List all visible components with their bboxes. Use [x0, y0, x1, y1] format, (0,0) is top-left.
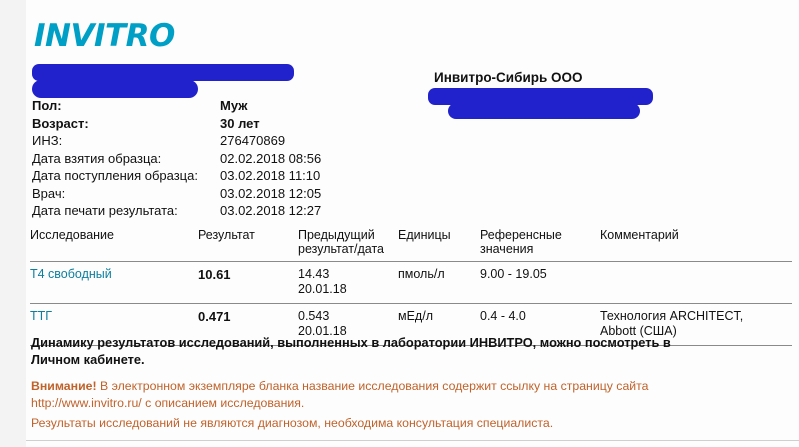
redaction-bar-patient-name: [32, 64, 294, 81]
column-header-previous-line2: результат/дата: [298, 242, 384, 257]
report-content: [26, 0, 799, 447]
column-header-analyte: Исследование: [30, 228, 114, 242]
info-label-doctor: Врач:: [32, 185, 66, 201]
column-header-units: Единицы: [398, 228, 451, 242]
attention-label: Внимание!: [31, 379, 97, 393]
row-reference-t4: 9.00 - 19.05: [480, 266, 547, 281]
row-analyte-ttg[interactable]: ТТГ: [30, 308, 53, 323]
row-previous-t4: [298, 267, 398, 297]
info-value-sex: Муж: [220, 98, 248, 113]
attention-text: В электронном экземпляре бланка название исследования содержит ссылку на страницу сайта: [96, 379, 649, 393]
column-header-previous-line1: Предыдущий: [298, 228, 375, 242]
info-row-sample-taken: [32, 151, 432, 169]
attention-note-line2: http://www.invitro.ru/ с описанием исследования.: [31, 395, 305, 410]
page-left-margin: [0, 0, 26, 447]
row-comment-ttg-line1: Технология ARCHITECT,: [600, 308, 744, 323]
invitro-logo: INVITRO: [34, 18, 175, 54]
row-previous-value-ttg: 0.543: [298, 308, 330, 323]
info-row-inz: [32, 133, 432, 151]
column-header-reference-line1: Референсные: [480, 228, 562, 242]
row-units-ttg: мЕд/л: [398, 308, 433, 323]
info-value-sample-taken: 02.02.2018 08:56: [220, 150, 322, 166]
row-analyte-t4[interactable]: Т4 свободный: [30, 266, 112, 281]
dynamics-note-line1: Динамику результатов исследований, выполненных в лаборатории ИНВИТРО, можно посмотреть в: [31, 335, 671, 350]
column-header-previous: [298, 228, 398, 257]
row-previous-date-t4: 20.01.18: [298, 281, 347, 296]
info-row-doctor: [32, 186, 432, 204]
attention-note: [31, 378, 776, 412]
info-label-print-date: Дата печати результата:: [32, 203, 178, 218]
page-bottom-divider: [26, 440, 799, 441]
row-units-t4: пмоль/л: [398, 266, 445, 281]
redaction-bar-org-address-2: [448, 103, 640, 119]
info-value-print-date: 03.02.2018 12:27: [220, 203, 322, 218]
info-row-print-date: [32, 203, 432, 221]
row-reference-ttg: 0.4 - 4.0: [480, 308, 526, 323]
info-value-age: 30 лет: [220, 115, 260, 131]
patient-info-block: [32, 98, 432, 221]
disclaimer-note: Результаты исследований не являются диагнозом, необходима консультация специалиста.: [31, 416, 554, 430]
info-label-sample-taken: Дата взятия образца:: [32, 150, 162, 166]
column-header-reference: [480, 228, 600, 257]
table-row: [30, 262, 792, 303]
info-value-doctor: 03.02.2018 12:05: [220, 185, 322, 201]
info-label-sex: Пол:: [32, 98, 62, 113]
results-table: [30, 228, 792, 346]
row-result-ttg: 0.471: [198, 308, 231, 324]
dynamics-note-line2: Личном кабинете.: [31, 352, 145, 368]
column-header-comment: Комментарий: [600, 228, 679, 242]
results-table-header: [30, 228, 792, 261]
dynamics-note: [31, 334, 771, 369]
info-row-age: [32, 116, 432, 134]
row-result-t4: 10.61: [198, 266, 231, 282]
info-label-age: Возраст:: [32, 115, 89, 131]
organization-name: Инвитро-Сибирь ООО: [434, 70, 583, 85]
info-label-sample-received: Дата поступления образца:: [32, 168, 198, 183]
row-previous-date-ttg: 20.01.18: [298, 323, 347, 338]
info-label-inz: ИНЗ:: [32, 133, 63, 148]
info-value-sample-received: 03.02.2018 11:10: [220, 168, 321, 183]
info-value-inz: 276470869: [220, 133, 286, 148]
info-row-sex: [32, 98, 432, 116]
column-header-result: Результат: [198, 228, 255, 242]
row-previous-value-t4: 14.43: [298, 266, 330, 281]
info-row-sample-received: [32, 168, 432, 186]
column-header-reference-line2: значения: [480, 242, 534, 257]
row-comment-ttg-line2: Abbott (США): [600, 323, 677, 338]
redaction-bar-patient-detail: [32, 80, 198, 98]
